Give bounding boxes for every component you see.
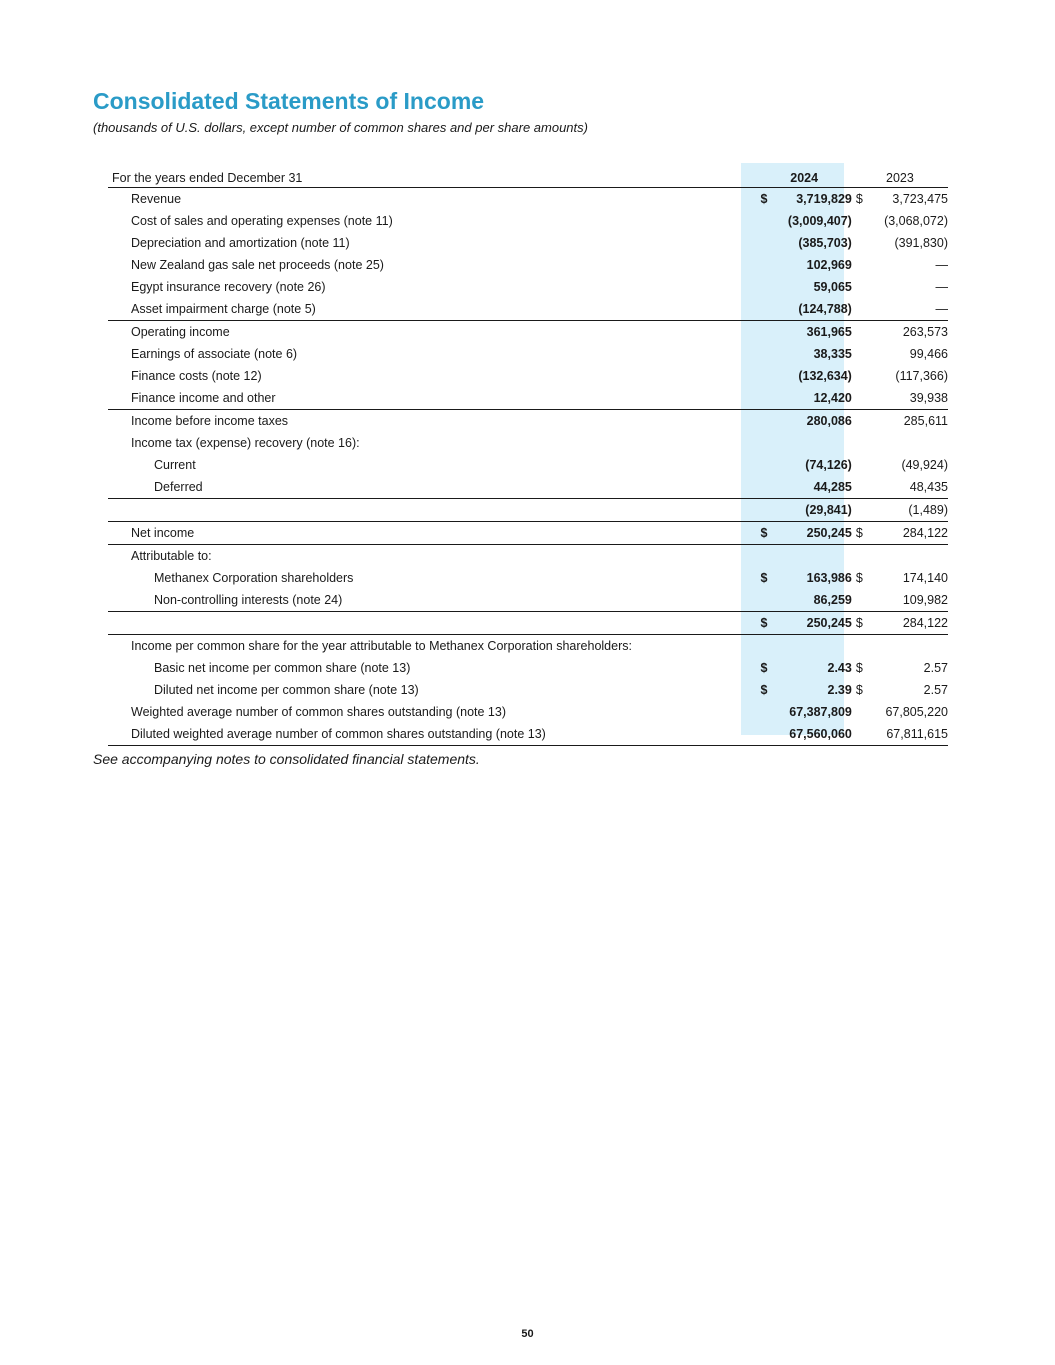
table-row [108,589,948,612]
table-row [108,657,948,679]
footnote: See accompanying notes to consolidated financial statements. [93,751,480,767]
currency-symbol: $ [855,683,863,697]
table-row [108,298,948,321]
value-2023: — [852,298,948,321]
table-row [108,499,948,522]
table-row [108,343,948,365]
row-label: Income tax (expense) recovery (note 16): [131,436,360,450]
currency-symbol: $ [760,192,768,206]
currency-symbol: $ [855,661,863,675]
value-2023: 67,805,220 [885,705,948,719]
table-row [108,210,948,232]
currency-symbol: $ [855,526,863,540]
row-label: Income before income taxes [131,414,289,428]
table-row [108,567,948,589]
row-label: Attributable to: [131,549,212,563]
value-2023: (49,924) [901,458,948,472]
row-label: Cost of sales and operating expenses (note 11) [131,214,393,228]
row-label: Weighted average number of common shares outstanding (note 13) [131,705,506,719]
value-2023 [852,635,948,658]
value-2023: — [935,258,948,272]
currency-symbol: $ [760,571,768,585]
row-label: Finance costs (note 12) [131,369,262,383]
currency-symbol: $ [855,571,863,585]
table-row [108,679,948,701]
table-header-row [108,165,948,188]
value-2024: (3,009,407) [787,214,852,228]
income-statement-table [108,165,948,746]
value-2024: 12,420 [757,387,852,410]
row-label: Basic net income per common share (note 13) [154,661,411,675]
currency-symbol: $ [760,526,768,540]
table-row [108,545,948,568]
row-label: Diluted weighted average number of common shares outstanding (note 13) [108,723,757,746]
row-label: Earnings of associate (note 6) [131,347,298,361]
row-label: Diluted net income per common share (note 13) [154,683,419,697]
value-2024: 86,259 [757,589,852,612]
currency-symbol: $ [760,661,768,675]
value-2023: (1,489) [852,499,948,522]
value-2023: 284,122 [902,526,948,540]
table-row [108,365,948,387]
value-2024: (74,126) [805,458,852,472]
page-number: 50 [521,1328,534,1340]
value-2023: (391,830) [894,236,948,250]
table-row [108,476,948,499]
value-2024: (132,634) [798,369,852,383]
value-2024: (124,788) [757,298,852,321]
row-label: Asset impairment charge (note 5) [108,298,757,321]
value-2024: 2.43 [827,661,852,675]
value-2024: (385,703) [798,236,852,250]
value-2024: 3,719,829 [796,192,852,206]
value-2023: 48,435 [852,476,948,499]
table-row [108,321,948,344]
table-row [108,454,948,476]
value-2024: 67,560,060 [757,723,852,746]
table-row [108,723,948,746]
value-2023: 67,811,615 [852,723,948,746]
value-2024: 250,245 [806,526,852,540]
row-label [108,499,757,522]
value-2024: (29,841) [757,499,852,522]
table-row [108,635,948,658]
value-2024: 163,986 [806,571,852,585]
value-2023: 2.57 [923,661,948,675]
row-label: Deferred [108,476,757,499]
row-label: Revenue [131,192,182,206]
value-2023: 3,723,475 [892,192,948,206]
table-row [108,232,948,254]
table-row [108,522,948,545]
row-label: Net income [108,522,757,545]
value-2024: 59,065 [813,280,852,294]
table-row [108,387,948,410]
value-2023: 174,140 [902,571,948,585]
row-label: Methanex Corporation shareholders [154,571,354,585]
value-2023 [852,432,948,454]
value-2024 [757,432,852,454]
row-label: Operating income [131,325,230,339]
value-2023: 2.57 [923,683,948,697]
value-2023: 39,938 [852,387,948,410]
value-2024: 361,965 [806,325,852,339]
value-2023: 99,466 [909,347,948,361]
table-row [108,254,948,276]
value-2024: 44,285 [757,476,852,499]
row-label: Depreciation and amortization (note 11) [131,236,350,250]
value-2023: 263,573 [902,325,948,339]
value-2023: (117,366) [895,369,948,383]
header-label: For the years ended December 31 [108,165,757,188]
value-2023: 109,982 [852,589,948,612]
value-2024: 67,387,809 [789,705,852,719]
currency-symbol: $ [855,616,863,630]
value-2024: 102,969 [806,258,852,272]
currency-symbol: $ [855,192,863,206]
table-row [108,276,948,298]
value-2024 [757,635,852,658]
header-col-2023: 2023 [852,165,948,188]
value-2024 [757,545,852,568]
table-row [108,612,948,635]
row-label: Current [154,458,196,472]
row-label: New Zealand gas sale net proceeds (note 25) [131,258,384,272]
value-2023: (3,068,072) [884,214,948,228]
row-label: Income per common share for the year attributable to Methanex Corporation shareholders: [131,639,632,653]
table-row [108,701,948,723]
currency-symbol: $ [760,616,768,630]
row-label: Finance income and other [108,387,757,410]
currency-symbol: $ [760,683,768,697]
value-2024: 2.39 [827,683,852,697]
value-2023 [852,545,948,568]
row-label [108,612,757,635]
statement-subtitle: (thousands of U.S. dollars, except number of common shares and per share amounts) [93,120,588,135]
value-2023: 285,611 [903,414,948,428]
value-2024: 38,335 [813,347,852,361]
value-2023: — [935,280,948,294]
row-label: Egypt insurance recovery (note 26) [131,280,326,294]
header-col-2024: 2024 [757,165,852,188]
value-2023: 284,122 [902,616,948,630]
table-row [108,432,948,454]
statement-title: Consolidated Statements of Income [93,88,485,114]
value-2024: 280,086 [806,414,852,428]
table-row [108,410,948,433]
row-label: Non-controlling interests (note 24) [108,589,757,612]
value-2024: 250,245 [806,616,852,630]
table-row [108,188,948,211]
